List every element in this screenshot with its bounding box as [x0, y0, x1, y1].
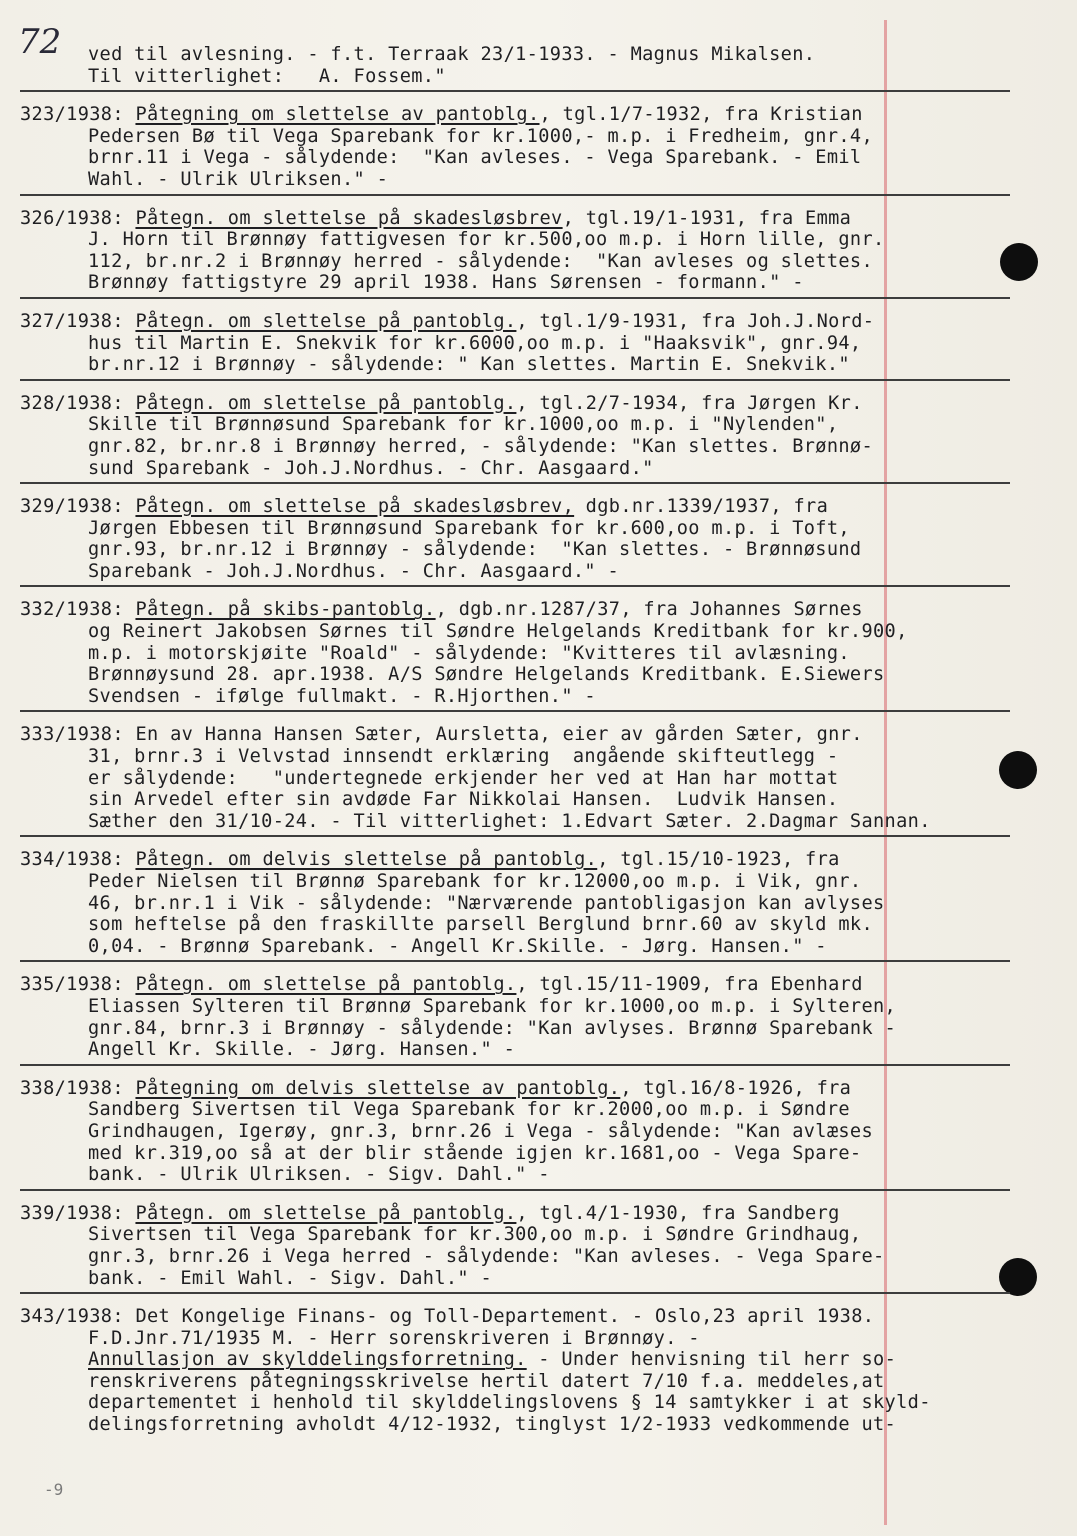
- entry-line: [20, 208, 1010, 230]
- entry-text: , tgl.4/1-1930, fra Sandberg: [516, 1202, 840, 1224]
- entry-line: [20, 811, 1010, 833]
- entry-text: , tgl.1/9-1931, fra Joh.J.Nord-: [516, 310, 875, 332]
- entry-text: som heftelse på den fraskillte parsell Berglund brnr.60 av skyld mk.: [88, 914, 874, 936]
- entry-text: - Under henvisning til herr so-: [526, 1349, 897, 1371]
- entry-heading: Påtegn. om slettelse på skadesløsbrev: [135, 207, 563, 229]
- page-number: 72: [18, 22, 62, 62]
- entry-line: [20, 1203, 1010, 1225]
- entry-line: [20, 311, 1010, 333]
- entry-text: Eliassen Sylteren til Brønnø Sparebank for kr.1000,oo m.p. i Sylteren,: [88, 995, 897, 1017]
- entry-text: br.nr.12 i Brønnøy - sålydende: " Kan slettes. Martin E. Snekvik.": [88, 354, 850, 376]
- entry-text: Sæther den 31/10-24. - Til vitterlighet: 1.Edvart Sæter. 2.Dagmar Sannan.: [88, 810, 931, 832]
- entry-text: Brønnøy fattigstyre 29 april 1938. Hans Sørensen - formann." -: [88, 272, 804, 294]
- entry-heading: Påtegning om delvis slettelse av pantoblg.: [135, 1077, 621, 1099]
- entry-line: [20, 414, 1010, 436]
- register-entry: [20, 849, 1010, 962]
- entry-text: Svendsen - ifølge fullmakt. - R.Hjorthen." -: [88, 685, 596, 707]
- entry-heading: Påtegn. på skibs-pantoblg.: [135, 599, 436, 621]
- register-entry: [20, 724, 1010, 837]
- register-entry: [20, 1306, 1010, 1439]
- entry-text: departementet i henhold til skylddelingslovens § 14 samtykker i at skyld-: [88, 1392, 931, 1414]
- entry-number: 328/1938:: [20, 392, 124, 414]
- entry-line: [20, 849, 1010, 871]
- entry-line: [20, 914, 1010, 936]
- entry-line: [20, 871, 1010, 893]
- register-entries: [20, 44, 1010, 1451]
- entry-text: ved til avlesning. - f.t. Terraak 23/1-1933. - Magnus Mikalsen.: [88, 44, 816, 65]
- entry-text: dgb.nr.1339/1937, fra: [574, 496, 829, 518]
- entry-number: 338/1938:: [20, 1077, 124, 1099]
- entry-line: [20, 724, 1010, 746]
- entry-text: , dgb.nr.1287/37, fra Johannes Sørnes: [435, 599, 863, 621]
- entry-line: [20, 518, 1010, 540]
- entry-text: Sparebank - Joh.J.Nordhus. - Chr. Aasgaard." -: [88, 560, 620, 582]
- register-entry: [20, 208, 1010, 299]
- entry-text: Pedersen Bø til Vega Sparebank for kr.1000,- m.p. i Fredheim, gnr.4,: [88, 125, 874, 147]
- entry-line: [20, 1328, 1010, 1350]
- entry-heading: Påtegn. om slettelse på skadesløsbrev,: [135, 496, 575, 518]
- entry-text: , tgl.16/8-1926, fra: [620, 1077, 852, 1099]
- entry-line: [20, 1143, 1010, 1165]
- entry-line: [20, 1078, 1010, 1100]
- entry-text: Det Kongelige Finans- og Toll-Departement. - Oslo,23 april 1938.: [135, 1306, 875, 1328]
- entry-text: gnr.3, brnr.26 i Vega herred - sålydende: "Kan avleses. - Vega Spare-: [88, 1245, 885, 1267]
- entry-text: , tgl.15/10-1923, fra: [597, 849, 840, 871]
- entry-text: gnr.93, br.nr.12 i Brønnøy - sålydende: "Kan slettes. - Brønnøsund: [88, 539, 862, 561]
- entry-text: hus til Martin E. Snekvik for kr.6000,oo m.p. i "Haaksvik", gnr.94,: [88, 332, 862, 354]
- entry-text: F.D.Jnr.71/1935 M. - Herr sorenskriveren i Brønnøy. -: [88, 1327, 700, 1349]
- entry-heading: Annullasjon av skylddelingsforretning.: [88, 1349, 527, 1371]
- entry-text: 112, br.nr.2 i Brønnøy herred - sålydende: "Kan avleses og slettes.: [88, 250, 874, 272]
- register-entry: [20, 311, 1010, 381]
- entry-line: [20, 974, 1010, 996]
- entry-line: [20, 1268, 1010, 1290]
- entry-line: [20, 996, 1010, 1018]
- entry-text: bank. - Ulrik Ulriksen. - Sigv. Dahl." -: [88, 1164, 550, 1186]
- entry-line: [20, 1392, 1010, 1414]
- entry-line: [20, 686, 1010, 708]
- register-entry: [20, 1078, 1010, 1191]
- entry-text: 0,04. - Brønnø Sparebank. - Angell Kr.Skille. - Jørg. Hansen." -: [88, 935, 827, 957]
- entry-text: 31, brnr.3 i Velvstad innsendt erklæring angående skifteutlegg -: [88, 746, 839, 768]
- entry-text: gnr.84, brnr.3 i Brønnøy - sålydende: "Kan avlyses. Brønnø Sparebank -: [88, 1017, 897, 1039]
- entry-line: [20, 496, 1010, 518]
- entry-line: [20, 44, 1010, 66]
- entry-line: [20, 1018, 1010, 1040]
- entry-number: 343/1938:: [20, 1306, 124, 1328]
- entry-text: renskriverens påtegningsskrivelse hertil datert 7/10 f.a. meddeles,at: [88, 1370, 885, 1392]
- entry-line: [20, 1224, 1010, 1246]
- entry-line: [20, 789, 1010, 811]
- entry-line: [20, 621, 1010, 643]
- entry-line: [20, 643, 1010, 665]
- entry-text: , tgl.15/11-1909, fra Ebenhard: [516, 974, 863, 996]
- entry-line: [20, 126, 1010, 148]
- entry-line: [20, 893, 1010, 915]
- entry-text: , tgl.1/7-1932, fra Kristian: [539, 104, 863, 126]
- entry-number: 334/1938:: [20, 849, 124, 871]
- register-entry: [20, 44, 1010, 92]
- entry-line: [20, 936, 1010, 958]
- entry-line: [20, 1099, 1010, 1121]
- entry-number: 339/1938:: [20, 1202, 124, 1224]
- entry-text: bank. - Emil Wahl. - Sigv. Dahl." -: [88, 1267, 493, 1289]
- entry-heading: Påtegn. om slettelse på pantoblg.: [135, 1202, 517, 1224]
- entry-heading: Påtegning om slettelse av pantoblg.: [135, 104, 540, 126]
- entry-line: [20, 333, 1010, 355]
- bottom-mark: -9: [44, 1480, 64, 1499]
- entry-text: gnr.82, br.nr.8 i Brønnøy herred, - sålydende: "Kan slettes. Brønnø-: [88, 435, 874, 457]
- entry-line: [20, 1349, 1010, 1371]
- entry-text: sin Arvedel efter sin avdøde Far Nikkolai Hansen. Ludvik Hansen.: [88, 789, 839, 811]
- entry-heading: Påtegn. om slettelse på pantoblg.: [135, 310, 517, 332]
- entry-text: og Reinert Jakobsen Sørnes til Søndre Helgelands Kreditbank for kr.900,: [88, 621, 908, 643]
- entry-text: J. Horn til Brønnøy fattigvesen for kr.500,oo m.p. i Horn lille, gnr.: [88, 229, 885, 251]
- entry-line: [20, 272, 1010, 294]
- entry-text: Angell Kr. Skille. - Jørg. Hansen." -: [88, 1039, 516, 1061]
- entry-text: delingsforretning avholdt 4/12-1932, tinglyst 1/2-1933 vedkommende ut-: [88, 1414, 897, 1436]
- register-entry: [20, 393, 1010, 484]
- entry-text: Til vitterlighet: A. Fossem.": [88, 65, 446, 87]
- entry-text: Skille til Brønnøsund Sparebank for kr.1000,oo m.p. i "Nylenden",: [88, 414, 839, 436]
- entry-line: [20, 169, 1010, 191]
- entry-number: 327/1938:: [20, 310, 124, 332]
- entry-text: Sivertsen til Vega Sparebank for kr.300,oo m.p. i Søndre Grindhaug,: [88, 1224, 862, 1246]
- entry-line: [20, 1371, 1010, 1393]
- entry-line: [20, 66, 1010, 88]
- entry-text: med kr.319,oo så at der blir stående igjen kr.1681,oo - Vega Spare-: [88, 1142, 862, 1164]
- entry-line: [20, 458, 1010, 480]
- entry-heading: Påtegn. om slettelse på pantoblg.: [135, 392, 517, 414]
- entry-line: [20, 1246, 1010, 1268]
- entry-line: [20, 539, 1010, 561]
- entry-text: 46, br.nr.1 i Vik - sålydende: "Nærværende pantobligasjon kan avlyses: [88, 892, 885, 914]
- entry-line: [20, 561, 1010, 583]
- entry-number: 333/1938:: [20, 724, 124, 746]
- entry-line: [20, 354, 1010, 376]
- entry-text: Sandberg Sivertsen til Vega Sparebank for kr.2000,oo m.p. i Søndre: [88, 1099, 850, 1121]
- entry-line: [20, 436, 1010, 458]
- register-entry: [20, 599, 1010, 712]
- entry-line: [20, 664, 1010, 686]
- entry-number: 326/1938:: [20, 207, 124, 229]
- entry-text: En av Hanna Hansen Sæter, Aursletta, eier av gården Sæter, gnr.: [135, 724, 863, 746]
- entry-line: [20, 393, 1010, 415]
- register-entry: [20, 974, 1010, 1065]
- entry-heading: Påtegn. om delvis slettelse på pantoblg.: [135, 849, 598, 871]
- entry-line: [20, 1414, 1010, 1436]
- entry-number: 323/1938:: [20, 104, 124, 126]
- entry-text: Wahl. - Ulrik Ulriksen." -: [88, 168, 389, 190]
- entry-line: [20, 251, 1010, 273]
- entry-line: [20, 229, 1010, 251]
- register-entry: [20, 1203, 1010, 1294]
- entry-text: Brønnøysund 28. apr.1938. A/S Søndre Helgelands Kreditbank. E.Siewers: [88, 664, 885, 686]
- entry-number: 329/1938:: [20, 496, 124, 518]
- entry-number: 335/1938:: [20, 974, 124, 996]
- entry-number: 332/1938:: [20, 599, 124, 621]
- entry-line: [20, 768, 1010, 790]
- entry-line: [20, 746, 1010, 768]
- entry-text: sund Sparebank - Joh.J.Nordhus. - Chr. Aasgaard.": [88, 457, 654, 479]
- entry-heading: Påtegn. om slettelse på pantoblg.: [135, 974, 517, 996]
- entry-text: Grindhaugen, Igerøy, gnr.3, brnr.26 i Vega - sålydende: "Kan avlæses: [88, 1120, 874, 1142]
- register-entry: [20, 104, 1010, 195]
- register-entry: [20, 496, 1010, 587]
- entry-line: [20, 1121, 1010, 1143]
- entry-line: [20, 147, 1010, 169]
- entry-line: [20, 1306, 1010, 1328]
- entry-line: [20, 1039, 1010, 1061]
- entry-text: Peder Nielsen til Brønnø Sparebank for kr.12000,oo m.p. i Vik, gnr.: [88, 871, 862, 892]
- entry-line: [20, 599, 1010, 621]
- entry-text: , tgl.19/1-1931, fra Emma: [562, 207, 852, 229]
- entry-line: [20, 104, 1010, 126]
- entry-text: er sålydende: "undertegnede erkjender her ved at Han har mottat: [88, 767, 839, 789]
- entry-text: brnr.11 i Vega - sålydende: "Kan avleses. - Vega Sparebank. - Emil: [88, 147, 862, 169]
- entry-text: , tgl.2/7-1934, fra Jørgen Kr.: [516, 392, 863, 414]
- entry-line: [20, 1164, 1010, 1186]
- entry-text: Jørgen Ebbesen til Brønnøsund Sparebank for kr.600,oo m.p. i Toft,: [88, 517, 850, 539]
- entry-text: m.p. i motorskjøite "Roald" - sålydende: "Kvitteres til avlæsning.: [88, 642, 850, 664]
